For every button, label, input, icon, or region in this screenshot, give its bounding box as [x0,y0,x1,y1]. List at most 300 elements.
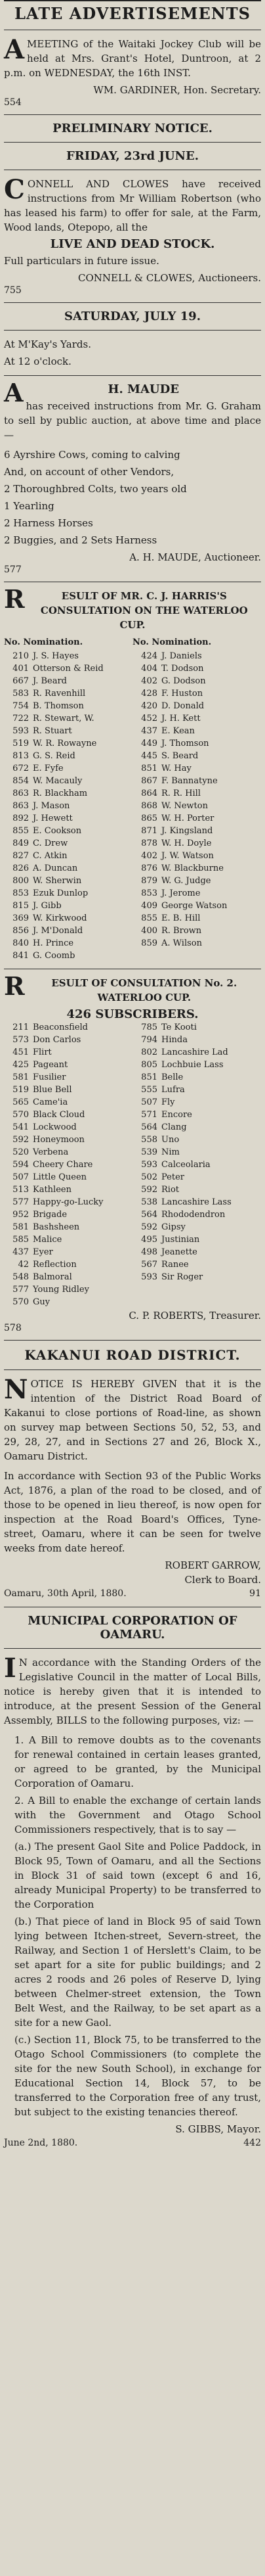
entry-number: 841 [12,951,29,961]
entry-name: R. Blackham [33,789,88,798]
ad-municipal [4,1614,261,2150]
list-item [132,762,261,775]
list-item [4,1258,132,1271]
entry-number: 555 [141,1085,157,1095]
entry-name: Lancashire Lad [161,1047,228,1057]
entry-number: 594 [12,1160,29,1170]
list-item [4,1271,132,1283]
list-item [132,875,261,887]
entry-name: H. Prince [33,938,74,948]
list-item [132,1084,261,1096]
entry-number: 878 [141,839,157,848]
entry-name: Rhododendron [161,1210,226,1220]
entry-number: 855 [141,913,157,923]
drop-cap: C [4,174,25,205]
list-item [132,800,261,812]
entry-name: E. Cookson [33,826,82,836]
entry-name: R. Brown [161,926,202,936]
col-label: No. [4,637,20,647]
entry-number: 794 [141,1035,157,1045]
entry-name: J. Hewett [33,814,73,823]
entry-name: Lufra [161,1085,185,1095]
meeting-body: MEETING of the Waitaki Jockey Club will be held at Mrs. Grant's Hotel, Duntroon, at 2 p.m. on WEDNESDAY, the 16th INST. [4,38,261,79]
municipal-item-2: 2. A Bill to enable the exchange of certain lands with the Government and Otago School Commissioners respectively, that is to say — [14,1795,261,1835]
list-item [4,837,132,850]
entry-number: 722 [12,714,29,724]
municipal-item-a: (a.) The present Gaol Site and Police Paddock, in Block 95, Town of Oamaru, and all the Sections in Block 31 of said town (except 6 and 16, already Municipal Property) to be transferred to the Corporation [14,1841,261,1910]
municipal-date: June 2nd, 1880. [4,2138,78,2148]
harris-right-column [132,650,261,962]
list-item [132,775,261,787]
entry-number: 564 [141,1122,157,1132]
list-item [4,1233,132,1246]
maude-date: SATURDAY, JULY 19. [64,310,201,323]
list-item [132,1134,261,1146]
entry-number: 867 [141,776,157,786]
list-item [132,1171,261,1184]
list-item [4,937,132,950]
drop-cap: R [4,971,25,1001]
entry-name: Happy-go-Lucky [33,1197,104,1207]
list-item [4,725,132,737]
entry-name: E. Kean [161,726,195,736]
entry-name: Pageant [33,1060,68,1070]
entry-number: 593 [12,726,29,736]
list-item [4,1071,132,1084]
entry-name: W. Hay [161,764,192,773]
kakanui-body-1: OTICE IS HEREBY GIVEN that it is the intention of the District Road Board of Kakanui to close portions of Road-line, as shown on survey map between Sections 50, 52, 53, and 29, 28, 27, and in Sections 27 and 26, Block X., Oamaru District. [4,1378,261,1462]
entry-name: J. Jerome [161,888,201,898]
entry-number: 592 [141,1222,157,1232]
entry-number: 210 [12,651,29,661]
entry-name: Fusilier [33,1072,66,1082]
drop-cap: A [4,34,25,65]
entry-name: J. Beard [33,676,67,686]
meeting-signature: WM. GARDINER, Hon. Secretary. [93,84,261,96]
entry-name: J. Thomson [161,739,209,748]
list-item [4,662,132,675]
top-rule [4,0,261,1]
entry-number: 502 [141,1172,157,1182]
entry-name: F. Bannatyne [161,776,218,786]
entry-number: 437 [12,1247,29,1257]
list-item [132,1021,261,1034]
list-item [132,837,261,850]
drop-cap: R [4,584,25,614]
entry-number: 519 [12,739,29,748]
entry-number: 813 [12,751,29,761]
entry-number: 507 [141,1097,157,1107]
entry-name: R. Stewart, W. [33,714,94,724]
list-item [132,1096,261,1109]
entry-name: Blue Bell [33,1085,72,1095]
entry-number: 802 [141,1047,157,1057]
list-item [132,1271,261,1283]
entry-number: 853 [12,888,29,898]
entry-name: Bashsheen [33,1222,80,1232]
entry-number: 840 [12,938,29,948]
list-item [4,800,132,812]
list-item [132,825,261,837]
entry-number: 585 [12,1235,29,1245]
entry-number: 577 [12,1285,29,1295]
list-item [132,1233,261,1246]
maude-body: has received instructions from Mr. G. Graham to sell by public auction, at above time and place — [4,400,261,441]
municipal-title: MUNICIPAL CORPORATION OF OAMARU. [28,1614,237,1642]
entry-name: J. Kingsland [161,826,213,836]
entry-number: 856 [12,926,29,936]
entry-number: 859 [141,938,157,948]
entry-name: Ranee [161,1260,189,1270]
entry-number: 851 [141,764,157,773]
ad-number: 755 [4,285,22,296]
entry-name: J. H. Kett [161,714,201,724]
entry-number: 573 [12,1035,29,1045]
entry-number: 548 [12,1272,29,1282]
entry-number: 425 [12,1060,29,1070]
list-item [4,1109,132,1121]
entry-name: Clang [161,1122,187,1132]
divider [4,302,261,303]
list-item [4,650,132,662]
list-item [132,1196,261,1208]
municipal-item-b: (b.) That piece of land in Block 95 of said Town lying between Itchen-street, Severn-street, the Railway, and Section 1 of Herslett's Claim, to be set apart for a site for public buildings; and 2 acres 2 roods and 26 poles of Reserve D, lying between Chelmer-street extension, the Town Belt West, and the Railway, to be set apart as a site for a new Gaol. [14,1916,261,2029]
list-item [132,925,261,937]
maude-item: And, on account of other Vendors, [4,466,174,478]
entry-name: J. Mason [33,801,70,811]
entry-name: Verbena [33,1147,69,1157]
list-item [132,725,261,737]
list-item [132,937,261,950]
list-item [4,1021,132,1034]
list-item [132,700,261,712]
list-item [132,912,261,925]
municipal-item-1: 1. A Bill to remove doubts as to the covenants for renewal contained in certain leases granted, or agreed to be granted, by the Municipal Corporation of Oamaru. [14,1734,261,1789]
entry-name: Uno [161,1135,180,1145]
harris-left-column [4,650,132,962]
list-item [4,687,132,700]
list-item [132,1246,261,1258]
entry-name: Guy [33,1297,51,1307]
preliminary-date: FRIDAY, 23rd JUNE. [66,149,199,163]
entry-number: 593 [141,1160,157,1170]
entry-name: Encore [161,1110,192,1120]
entry-name: Came'ia [33,1097,68,1107]
maude-item: 1 Yearling [4,500,54,512]
list-item [132,737,261,750]
entry-number: 583 [12,689,29,699]
harris-table [4,650,261,962]
list-item [4,1034,132,1046]
newspaper-page [4,0,261,2576]
maude-signature: A. H. MAUDE, Auctioneer. [129,551,261,563]
entry-number: 592 [141,1185,157,1195]
list-item [4,712,132,725]
entry-name: Riot [161,1185,179,1195]
list-item [132,900,261,912]
consultation2-table [4,1021,261,1308]
kakanui-date: Oamaru, 30th April, 1880. [4,1588,127,1599]
entry-name: T. Dodson [161,664,204,674]
entry-number: 445 [141,751,157,761]
entry-name: W. G. Judge [161,876,211,886]
divider [4,142,261,143]
divider [4,330,261,331]
preliminary-stock: LIVE AND DEAD STOCK. [50,237,215,251]
entry-name: Ezuk Dunlop [33,888,89,898]
entry-name: Malice [33,1235,62,1245]
entry-number: 42 [18,1260,29,1270]
list-item [4,1246,132,1258]
entry-name: Flirt [33,1047,52,1057]
consultation2-subscribers: 426 SUBSCRIBERS. [66,1007,199,1021]
entry-name: Reflection [33,1260,77,1270]
entry-name: W. Macauly [33,776,83,786]
divider [4,1648,261,1649]
list-item [4,912,132,925]
entry-name: Kathleen [33,1185,71,1195]
list-item [4,812,132,825]
entry-number: 865 [141,814,157,823]
entry-number: 495 [141,1235,157,1245]
ad-number: 91 [249,1588,261,1599]
list-item [4,825,132,837]
entry-name: J. M'Donald [33,926,83,936]
divider [4,1369,261,1370]
entry-number: 567 [141,1260,157,1270]
ad-number: 442 [243,2138,261,2148]
entry-name: D. Donald [161,701,205,711]
entry-name: F. Huston [161,689,203,699]
entry-name: Young Ridley [33,1285,89,1295]
entry-number: 876 [141,863,157,873]
list-item [132,1109,261,1121]
entry-number: 564 [141,1210,157,1220]
entry-number: 424 [141,651,157,661]
entry-number: 577 [12,1197,29,1207]
col-name: Nomination. [23,637,83,647]
list-item [4,887,132,900]
entry-name: Brigade [33,1210,68,1220]
list-item [132,1121,261,1134]
entry-number: 667 [12,676,29,686]
entry-name: A. Duncan [33,863,78,873]
ad-kakanui [4,1347,261,1600]
entry-number: 593 [141,1272,157,1282]
entry-name: Fly [161,1097,175,1107]
list-item [4,675,132,687]
municipal-signature: S. GIBBS, Mayor. [175,2123,261,2135]
list-item [4,1046,132,1059]
maude-item: 2 Buggies, and 2 Sets Harness [4,534,157,546]
list-item [4,1184,132,1196]
entry-name: Gipsy [161,1222,186,1232]
entry-number: 879 [141,876,157,886]
list-item [4,750,132,762]
drop-cap: N [4,1374,28,1405]
maude-time: At 12 o'clock. [4,356,71,367]
entry-number: 449 [141,739,157,748]
list-item [132,1221,261,1233]
list-item [4,1221,132,1233]
list-item [132,662,261,675]
entry-number: 868 [141,801,157,811]
maude-item: 6 Ayrshire Cows, coming to calving [4,449,180,461]
drop-cap: A [4,378,24,407]
list-item [132,650,261,662]
entry-name: C. Atkin [33,851,68,861]
entry-name: Don Carlos [33,1035,81,1045]
entry-number: 519 [12,1085,29,1095]
maude-item: 2 Harness Horses [4,517,93,529]
list-item [132,812,261,825]
list-item [4,1296,132,1308]
preliminary-body: ONNELL AND CLOWES have received instructions from Mr William Robertson (who has leased his farm) to offer for sale, at the Farm, Wood lands, Otepopo, all the [4,178,261,233]
entry-number: 571 [141,1110,157,1120]
entry-number: 541 [12,1122,29,1132]
list-item [4,925,132,937]
entry-number: 451 [12,1047,29,1057]
list-item [132,1034,261,1046]
ad-number: 578 [4,1323,22,1333]
entry-number: 428 [141,689,157,699]
entry-name: Hinda [161,1035,188,1045]
entry-number: 785 [141,1023,157,1032]
entry-name: Otterson & Reid [33,664,104,674]
entry-name: Black Cloud [33,1110,85,1120]
entry-name: Sir Roger [161,1272,203,1282]
list-item [132,787,261,800]
entry-name: G. S. Reid [33,751,75,761]
list-item [4,737,132,750]
entry-name: R. Ravenhill [33,689,86,699]
list-item [132,1059,261,1071]
entry-name: Lochbuie Lass [161,1060,224,1070]
entry-number: 849 [12,839,29,848]
list-item [132,1046,261,1059]
entry-number: 570 [12,1297,29,1307]
list-item [4,1134,132,1146]
entry-number: 538 [141,1197,157,1207]
entry-name: W. H. Doyle [161,839,212,848]
entry-name: C. Drew [33,839,68,848]
consultation2-right-column [132,1021,261,1308]
kakanui-title: KAKANUI ROAD DISTRICT. [24,1347,241,1363]
ad-number: 577 [4,564,22,575]
entry-name: E. B. Hill [161,913,201,923]
entry-name: W. H. Porter [161,814,214,823]
entry-number: 863 [12,789,29,798]
list-item [132,887,261,900]
entry-number: 404 [141,664,157,674]
list-item [132,1146,261,1159]
entry-name: J. W. Watson [161,851,214,861]
municipal-body: N accordance with the Standing Orders of the Legislative Council in the matter of Local Bills, notice is hereby given that it is intended to introduce, at the present Session of the General Assembly, BILLS to the following purposes, viz: — [4,1657,261,1726]
entry-name: Lockwood [33,1122,77,1132]
municipal-footer [4,2136,261,2150]
entry-number: 520 [12,1147,29,1157]
entry-number: 826 [12,863,29,873]
entry-number: 853 [141,888,157,898]
col-name: Nomination. [152,637,212,647]
list-item [4,1196,132,1208]
list-item [4,787,132,800]
entry-number: 855 [12,826,29,836]
entry-number: 437 [141,726,157,736]
entry-name: Belle [161,1072,184,1082]
entry-name: A. Wilson [161,938,202,948]
list-item [4,700,132,712]
entry-name: W. Blackburne [161,863,224,873]
entry-number: 815 [12,901,29,911]
list-item [4,900,132,912]
list-item [4,762,132,775]
entry-name: R. Stuart [33,726,72,736]
consultation2-left-column [4,1021,132,1308]
ad-harris-consultation [4,584,261,962]
entry-number: 592 [12,1135,29,1145]
entry-number: 558 [141,1135,157,1145]
list-item [132,1258,261,1271]
divider [4,1340,261,1341]
list-item [4,1059,132,1071]
entry-name: Balmoral [33,1272,72,1282]
list-item [4,775,132,787]
list-item [4,1146,132,1159]
entry-number: 539 [141,1147,157,1157]
entry-number: 565 [12,1097,29,1107]
entry-name: Beaconsfield [33,1023,88,1032]
entry-number: 827 [12,851,29,861]
list-item [4,1283,132,1296]
entry-number: 581 [12,1072,29,1082]
entry-number: 892 [12,814,29,823]
entry-number: 800 [12,876,29,886]
list-item [132,862,261,875]
entry-number: 864 [141,789,157,798]
list-item [4,1208,132,1221]
entry-name: Lancashire Lass [161,1197,232,1207]
maude-place: At M'Kay's Yards. [4,338,91,350]
list-item [4,1121,132,1134]
entry-name: W. Newton [161,801,208,811]
list-item [132,687,261,700]
entry-number: 369 [12,913,29,923]
list-item [4,1096,132,1109]
list-item [132,850,261,862]
entry-name: S. Beard [161,751,199,761]
entry-name: George Watson [161,901,228,911]
list-item [4,850,132,862]
list-item [4,1084,132,1096]
preliminary-particulars: Full particulars in future issue. [4,255,159,267]
ad-maude [4,310,261,575]
municipal-item-c: (c.) Section 11, Block 75, to be transferred to the Otago School Commissioners (to complete the site for the new South School), in exchange for Educational Section 14, Block 57, to be transferred to the Corporation free of any trust, but subject to the existing tenancies thereof. [14,2034,261,2118]
entry-number: 211 [12,1023,29,1032]
entry-number: 452 [141,714,157,724]
preliminary-title: PRELIMINARY NOTICE. [52,122,213,135]
entry-name: Calceolaria [161,1160,211,1170]
entry-number: 851 [141,1072,157,1082]
entry-name: W. Sherwin [33,876,82,886]
entry-name: J. Daniels [161,651,202,661]
kakanui-signature-role: Clerk to Board. [184,1574,261,1586]
drop-cap: I [4,1653,16,1684]
entry-number: 672 [12,764,29,773]
entry-number: 401 [12,664,29,674]
entry-name: Cheery Chare [33,1160,93,1170]
entry-number: 409 [141,901,157,911]
